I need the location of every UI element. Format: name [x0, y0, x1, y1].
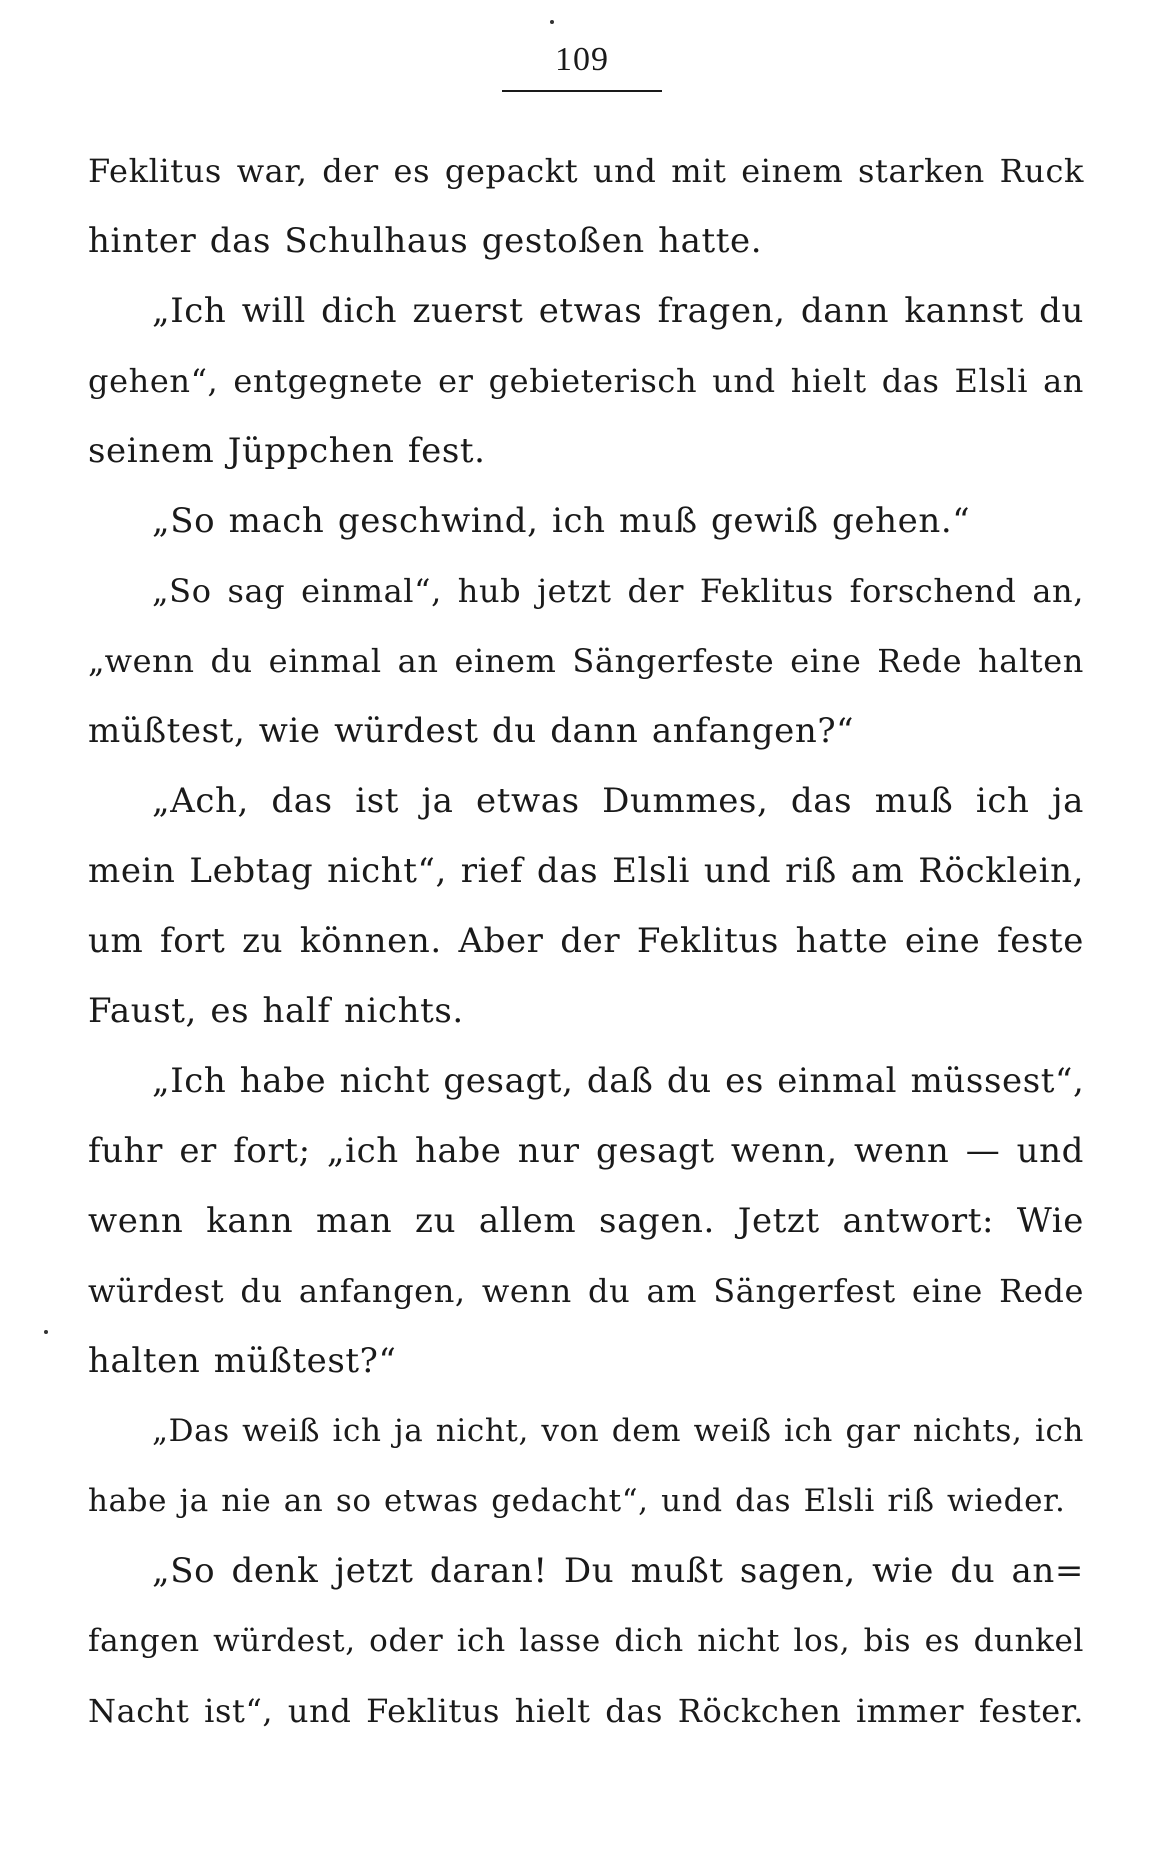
text-line: gehen“, entgegnete er gebieterisch und hielt das Elsli an [88, 362, 1084, 400]
text-line: fuhr er fort; „ich habe nur gesagt wenn, wenn — und [88, 1131, 1084, 1171]
text-line: seinem Jüppchen fest. [88, 431, 486, 471]
text-line: „Ach, das ist ja etwas Dummes, das muß ich ja [152, 781, 1084, 821]
text-line: „Ich will dich zuerst etwas fragen, dann kannst du [152, 291, 1084, 331]
text-line: „So denk jetzt daran! Du mußt sagen, wie du an= [152, 1551, 1084, 1591]
text-line: fangen würdest, oder ich lasse dich nicht los, bis es dunkel [88, 1623, 1084, 1659]
print-speck [550, 20, 554, 24]
text-line: müßtest, wie würdest du dann anfangen?“ [88, 711, 855, 751]
text-line: „Ich habe nicht gesagt, daß du es einmal müssest“, [152, 1061, 1085, 1101]
text-line: mein Lebtag nicht“, rief das Elsli und riß am Röcklein, [88, 851, 1084, 891]
text-line: „Das weiß ich ja nicht, von dem weiß ich gar nichts, ich [152, 1413, 1084, 1449]
text-line: „wenn du einmal an einem Sängerfeste eine Rede halten [88, 642, 1084, 680]
header-rule [502, 90, 662, 92]
text-line: um fort zu können. Aber der Feklitus hatte eine feste [88, 921, 1084, 961]
text-line: Feklitus war, der es gepackt und mit einem starken Ruck [88, 152, 1084, 190]
text-line: hinter das Schulhaus gestoßen hatte. [88, 221, 763, 261]
text-line: würdest du anfangen, wenn du am Sängerfest eine Rede [88, 1272, 1084, 1310]
text-line: wenn kann man zu allem sagen. Jetzt antwort: Wie [88, 1201, 1084, 1241]
body-text [88, 136, 1084, 1746]
text-line: „So mach geschwind, ich muß gewiß gehen.“ [152, 501, 971, 541]
text-line: „So sag einmal“, hub jetzt der Feklitus forschend an, [152, 572, 1084, 610]
page-number: 109 [555, 41, 609, 78]
text-line: halten müßtest?“ [88, 1341, 397, 1381]
text-line: habe ja nie an so etwas gedacht“, und das Elsli riß wieder. [88, 1483, 1066, 1519]
text-line: Faust, es half nichts. [88, 991, 464, 1031]
text-line: Nacht ist“, und Feklitus hielt das Röckchen immer fester. [88, 1692, 1084, 1730]
print-speck [44, 1330, 48, 1334]
